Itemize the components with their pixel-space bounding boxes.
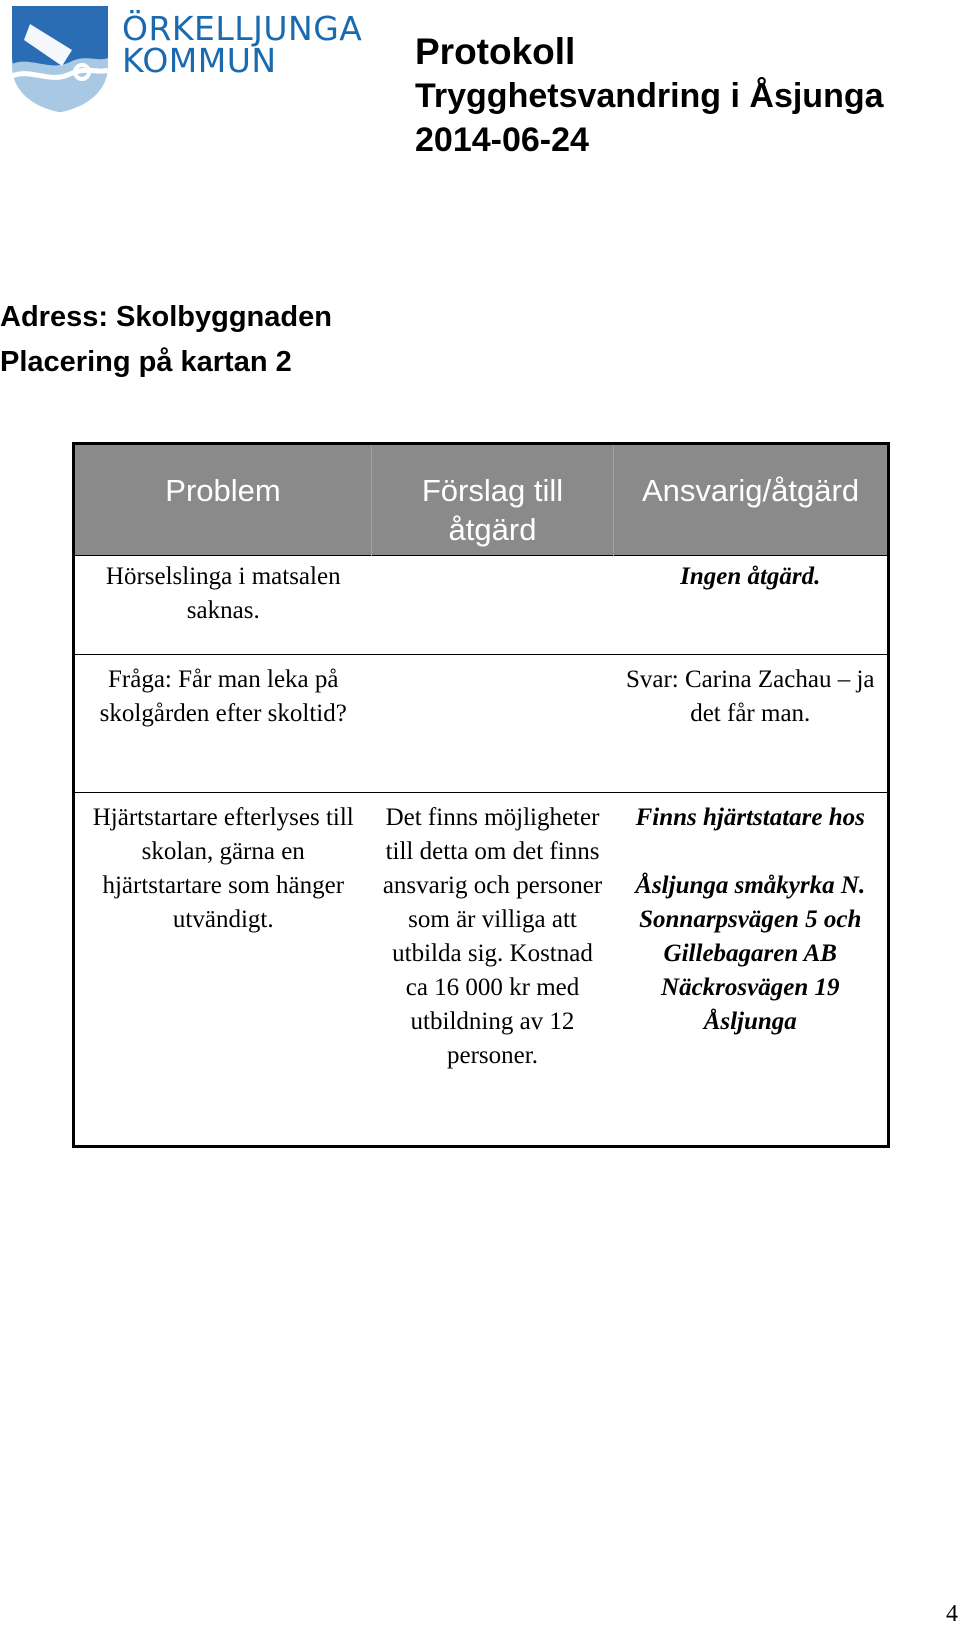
table-row [74,655,889,793]
logo-text-line2: KOMMUN [122,41,277,80]
responsible-line-1: Finns hjärtstatare hos [635,804,865,831]
logo-text-line1: ÖRKELLJUNGA [122,9,363,48]
spacer [622,835,880,869]
document-title: Protokoll [415,31,576,72]
issues-table [72,442,890,1148]
proposal-cell [372,556,614,655]
responsible-line-2: Åsljunga småkyrka N. Sonnarpsvägen 5 och Gillebagaren AB Näckrosvägen 19 Åsljunga [635,872,866,1035]
kommun-logo [10,4,363,116]
proposal-cell: Det finns möjligheter till detta om det finns ansvarig och personer som är villiga att utbilda sig. Kostnad ca 16 000 kr med utbildning av 12 personer. [372,793,614,1147]
map-placement-line: Placering på kartan 2 [0,346,292,378]
table-header-row [74,444,889,556]
document-subtitle: Trygghetsvandring i Åsjunga [415,77,884,115]
column-header-responsible: Ansvarig/åtgärd [614,444,889,556]
column-header-problem: Problem [74,444,372,556]
problem-cell: Hjärtstartare efterlyses till skolan, gärna en hjärtstartare som hänger utvändigt. [74,793,372,1147]
responsible-cell: Ingen åtgärd. [614,556,889,655]
document-header [415,30,884,162]
proposal-cell [372,655,614,793]
responsible-cell: Svar: Carina Zachau – ja det får man. [614,655,889,793]
column-header-proposal: Förslag till åtgärd [372,444,614,556]
responsible-cell [614,793,889,1147]
table-row [74,556,889,655]
problem-cell: Hörselslinga i matsalen saknas. [74,556,372,655]
address-line: Adress: Skolbyggnaden [0,301,332,333]
address-block [0,295,332,385]
page-number: 4 [946,1601,958,1627]
problem-cell: Fråga: Får man leka på skolgården efter skoltid? [74,655,372,793]
table-row [74,793,889,1147]
coat-of-arms-icon [10,4,110,114]
document-date: 2014-06-24 [415,121,589,159]
